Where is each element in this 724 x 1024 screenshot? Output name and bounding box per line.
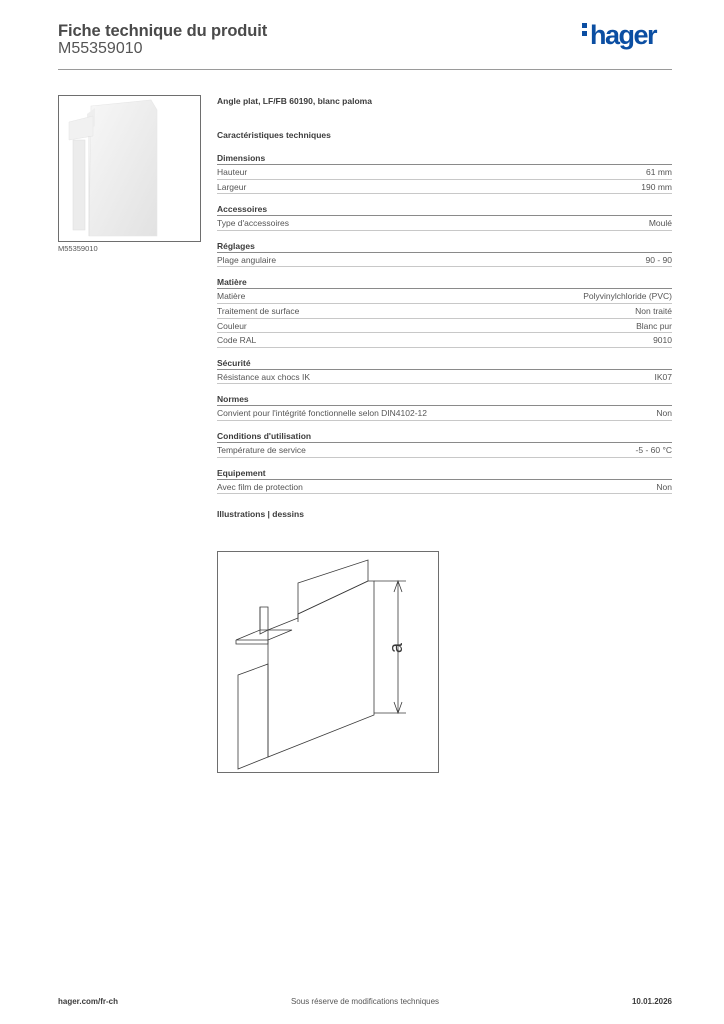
characteristics-heading: Caractéristiques techniques: [217, 130, 331, 140]
spec-value: Polyvinylchloride (PVC): [583, 291, 672, 302]
product-code: M55359010: [58, 40, 143, 57]
spec-label: Type d'accessoires: [217, 218, 290, 229]
spec-row: [217, 406, 672, 421]
section-title: Equipement: [217, 467, 672, 480]
footer-date: 10.01.2026: [631, 997, 672, 1006]
page-title: Fiche technique du produit: [58, 22, 268, 40]
spec-row: [217, 443, 672, 458]
spec-label: Traitement de surface: [217, 305, 300, 316]
spec-row: [217, 304, 672, 319]
spec-value: Blanc pur: [636, 320, 672, 331]
section-accessoires: [217, 203, 672, 231]
section-title: Sécurité: [217, 357, 672, 370]
spec-label: Plage angulaire: [217, 254, 277, 265]
spec-label: Largeur: [217, 181, 247, 192]
illustrations-heading: Illustrations | dessins: [217, 509, 304, 520]
footer-website-link[interactable]: hager.com/fr-ch: [58, 997, 119, 1006]
logo-dots-icon: [582, 23, 587, 39]
hager-logo: [582, 20, 656, 51]
spec-label: Avec film de protection: [217, 481, 303, 492]
page-header: [58, 20, 672, 70]
logo-text: hager: [589, 20, 656, 50]
spec-value: Non traité: [635, 305, 672, 316]
technical-drawing: [217, 551, 439, 773]
spec-row: [217, 319, 672, 334]
spec-row: [217, 165, 672, 180]
flat-angle-photo-icon: [59, 96, 201, 242]
spec-value: Non: [656, 481, 672, 492]
spec-value: Non: [656, 408, 672, 419]
section-title: Réglages: [217, 240, 672, 253]
spec-label: Matière: [217, 291, 246, 302]
spec-value: 9010: [653, 335, 672, 346]
spec-row: [217, 253, 672, 268]
spec-row: [217, 289, 672, 304]
spec-label: Résistance aux chocs IK: [217, 371, 311, 382]
spec-row: [217, 370, 672, 385]
section-reglages: [217, 240, 672, 268]
section-title: Matière: [217, 276, 672, 289]
spec-label: Hauteur: [217, 167, 248, 177]
spec-label: Couleur: [217, 320, 247, 331]
flat-angle-drawing-icon: [218, 552, 438, 772]
section-title: Accessoires: [217, 203, 672, 216]
product-subtitle: Angle plat, LF/FB 60190, blanc paloma: [217, 96, 372, 106]
page-footer: [58, 997, 672, 1011]
section-normes: [217, 393, 672, 421]
spec-value: 190 mm: [641, 181, 672, 192]
photo-caption: M55359010: [58, 244, 98, 253]
spec-label: Convient pour l'intégrité fonctionnelle selon DIN4102-12: [217, 408, 428, 419]
product-photo: [58, 95, 201, 242]
section-title: Conditions d'utilisation: [217, 430, 672, 443]
spec-content: [217, 95, 672, 523]
spec-label: Température de service: [217, 444, 306, 455]
spec-row: [217, 180, 672, 195]
section-securite: [217, 357, 672, 385]
footer-disclaimer: Sous réserve de modifications techniques: [290, 997, 440, 1006]
section-equipement: [217, 467, 672, 495]
spec-value: -5 - 60 °C: [635, 444, 672, 455]
spec-value: IK07: [654, 371, 672, 382]
spec-value: 61 mm: [646, 167, 672, 177]
section-title: Dimensions: [217, 152, 672, 165]
spec-row: [217, 216, 672, 231]
spec-label: Code RAL: [217, 335, 257, 346]
spec-value: Moulé: [648, 218, 672, 229]
section-title: Normes: [217, 393, 672, 406]
spec-row: [217, 480, 672, 495]
spec-value: 90 - 90: [645, 254, 672, 265]
section-matiere: [217, 276, 672, 347]
section-dimensions: [217, 152, 672, 194]
dimension-label: a: [386, 642, 406, 654]
spec-row: [217, 333, 672, 348]
section-conditions: [217, 430, 672, 458]
